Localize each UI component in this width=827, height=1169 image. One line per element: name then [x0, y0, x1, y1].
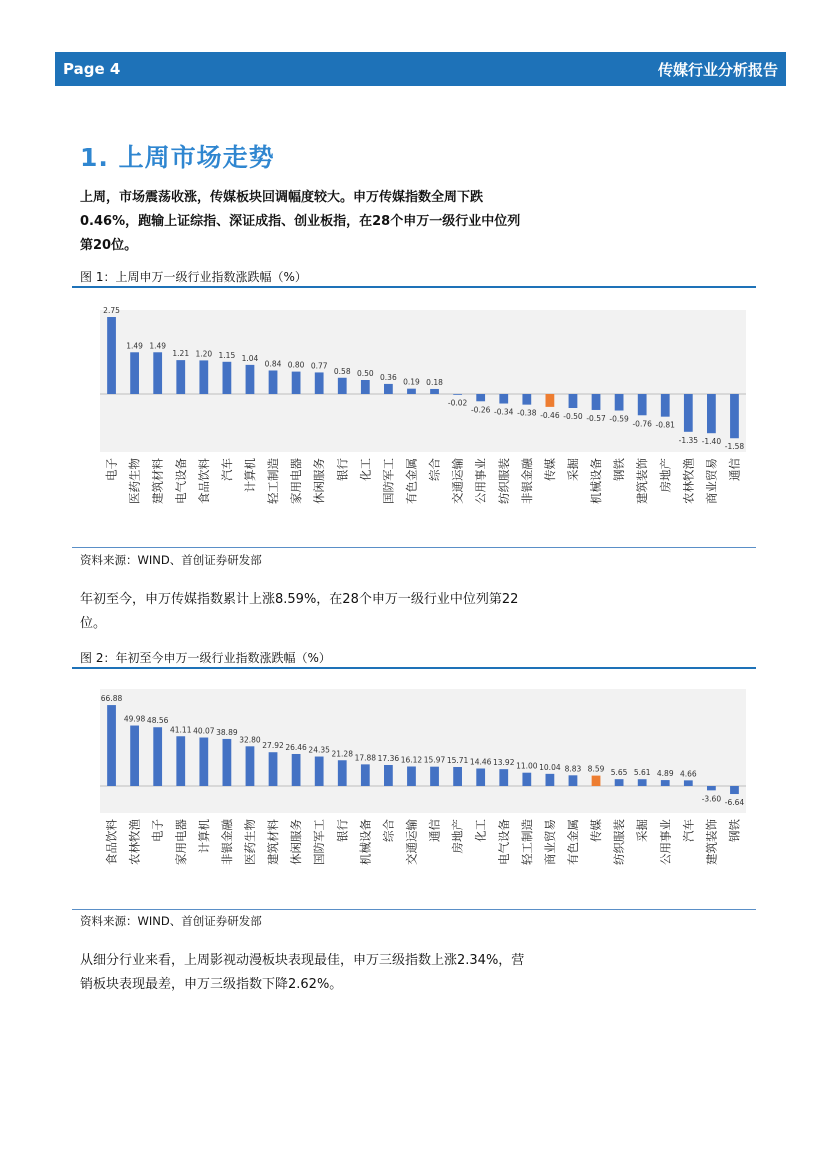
bar-房地产: [661, 394, 670, 417]
category-label-建筑装饰: 建筑装饰: [704, 819, 719, 865]
data-label-家用电器: 0.80: [287, 360, 305, 370]
data-label-公用事业: 4.89: [656, 769, 674, 779]
category-label-电气设备: 电气设备: [496, 819, 511, 865]
paragraph-weekly-summary: 上周，市场震荡收涨，传媒板块回调幅度较大。申万传媒指数全周下跌0.46%，跑输上证综指、深证成指、创业板指，在28个申万一级行业中位列第20位。: [80, 190, 521, 253]
data-label-房地产: 15.71: [446, 755, 469, 765]
bar-钢铁: [730, 786, 739, 794]
bar-公用事业: [476, 394, 485, 401]
category-label-电气设备: 电气设备: [173, 458, 188, 504]
data-label-电气设备: 13.92: [493, 758, 515, 768]
figure-2-top-rule: [72, 667, 756, 669]
data-label-医药生物: 32.80: [239, 735, 261, 745]
data-label-综合: 0.18: [426, 377, 443, 387]
header-bar: [55, 52, 786, 86]
data-label-建筑材料: 27.92: [262, 741, 284, 751]
category-label-家用电器: 家用电器: [289, 458, 304, 504]
data-label-轻工制造: 0.84: [264, 359, 282, 369]
bar-汽车: [223, 362, 232, 394]
bar-综合: [384, 765, 393, 786]
data-label-采掘: -0.50: [563, 412, 583, 421]
category-label-食品饮料: 食品饮料: [104, 819, 119, 865]
bar-公用事业: [661, 780, 670, 786]
category-label-房地产: 房地产: [658, 458, 673, 493]
category-label-休闲服务: 休闲服务: [289, 819, 304, 865]
category-label-建筑材料: 建筑材料: [266, 819, 281, 865]
data-label-商业贸易: 10.04: [539, 762, 561, 772]
bar-传媒: [592, 776, 601, 786]
bar-轻工制造: [269, 370, 278, 394]
data-label-医药生物: 1.49: [126, 341, 143, 351]
category-label-农林牧渔: 农林牧渔: [127, 819, 142, 865]
category-label-银行: 银行: [335, 819, 350, 842]
bar-电子: [107, 317, 116, 394]
category-label-国防军工: 国防军工: [381, 458, 396, 504]
category-label-房地产: 房地产: [450, 819, 465, 854]
bar-传媒: [546, 394, 555, 407]
bar-化工: [361, 380, 370, 394]
paragraph-ytd-summary: 年初至今，申万传媒指数累计上涨8.59%，在28个申万一级行业中位列第22位。: [80, 592, 519, 631]
figure-2-title: 图 2：年初至今申万一级行业指数涨跌幅（%）: [80, 651, 331, 665]
category-label-交通运输: 交通运输: [404, 819, 419, 865]
category-label-计算机: 计算机: [196, 819, 211, 854]
data-label-休闲服务: 0.77: [310, 361, 328, 371]
category-label-医药生物: 医药生物: [127, 458, 142, 504]
category-label-计算机: 计算机: [242, 458, 257, 493]
bar-国防军工: [384, 384, 393, 394]
figure-1-source: 资料来源：WIND、首创证券研发部: [80, 553, 262, 567]
section-title: 1. 上周市场走势: [80, 143, 275, 172]
bar-计算机: [246, 365, 255, 394]
data-label-商业贸易: -1.40: [701, 437, 722, 447]
bar-银行: [338, 760, 347, 786]
figure-1-title: 图 1：上周申万一级行业指数涨跌幅（%）: [80, 270, 307, 284]
data-label-电子: 2.75: [103, 306, 120, 315]
paragraph-subindustry-summary: 从细分行业来看，上周影视动漫板块表现最佳，申万三级指数上涨2.34%，营销板块表现最差，申万三级指数下降2.62%。: [80, 953, 525, 992]
bar-有色金属: [407, 389, 416, 394]
category-label-机械设备: 机械设备: [358, 819, 373, 865]
category-label-商业贸易: 商业贸易: [704, 458, 719, 504]
figure-1-chart: [72, 290, 756, 542]
category-label-传媒: 传媒: [589, 819, 604, 842]
data-label-非银金融: 38.89: [216, 727, 238, 737]
category-label-银行: 银行: [335, 458, 350, 481]
bar-建筑材料: [153, 352, 162, 394]
data-label-农林牧渔: 49.98: [123, 714, 146, 724]
category-label-轻工制造: 轻工制造: [266, 458, 281, 504]
bar-银行: [338, 378, 347, 394]
category-label-采掘: 采掘: [565, 458, 580, 481]
data-label-传媒: -0.46: [540, 410, 560, 420]
category-label-公用事业: 公用事业: [473, 458, 488, 504]
data-label-银行: 21.28: [331, 749, 353, 759]
bar-纺织服装: [499, 394, 508, 404]
bar-采掘: [638, 779, 647, 786]
figure-1-bottom-rule: [72, 547, 756, 548]
bar-休闲服务: [292, 754, 301, 786]
category-label-汽车: 汽车: [219, 458, 234, 481]
bar-综合: [430, 389, 439, 394]
data-label-休闲服务: 26.46: [285, 742, 307, 752]
data-label-公用事业: -0.26: [470, 405, 491, 415]
bar-计算机: [199, 738, 208, 786]
category-label-综合: 综合: [427, 458, 442, 481]
bar-电气设备: [176, 360, 185, 394]
data-label-化工: 0.50: [356, 369, 374, 378]
data-label-纺织服装: 5.65: [610, 768, 628, 778]
data-label-非银金融: -0.38: [517, 408, 537, 418]
data-label-轻工制造: 11.00: [516, 761, 538, 771]
data-label-食品饮料: 66.88: [100, 694, 123, 704]
category-label-建筑装饰: 建筑装饰: [635, 458, 650, 504]
data-label-有色金属: 0.19: [403, 377, 420, 387]
category-label-商业贸易: 商业贸易: [542, 819, 557, 865]
bar-商业贸易: [707, 394, 716, 433]
data-label-汽车: 4.66: [679, 769, 697, 779]
plot-area: [100, 689, 746, 813]
category-label-化工: 化工: [358, 458, 373, 481]
category-label-钢铁: 钢铁: [612, 458, 627, 481]
category-label-采掘: 采掘: [635, 819, 650, 842]
bar-家用电器: [176, 736, 185, 786]
category-label-通信: 通信: [727, 458, 742, 481]
category-label-休闲服务: 休闲服务: [312, 458, 327, 504]
data-label-机械设备: -0.57: [586, 413, 606, 423]
data-label-有色金属: 8.83: [564, 764, 582, 774]
bar-机械设备: [592, 394, 601, 410]
figure-1-top-rule: [72, 286, 756, 288]
bar-医药生物: [246, 746, 255, 786]
figure-2-bottom-rule: [72, 909, 756, 910]
data-label-钢铁: -6.64: [724, 798, 745, 808]
category-label-通信: 通信: [427, 819, 442, 842]
data-label-房地产: -0.81: [655, 420, 675, 430]
bar-化工: [476, 769, 485, 786]
category-label-钢铁: 钢铁: [727, 819, 742, 842]
data-label-交通运输: -0.02: [447, 398, 468, 408]
category-label-非银金融: 非银金融: [519, 458, 534, 504]
data-label-建筑材料: 1.49: [149, 341, 167, 351]
data-label-食品饮料: 1.20: [195, 349, 213, 359]
category-label-化工: 化工: [473, 819, 488, 842]
bar-非银金融: [223, 739, 232, 786]
bar-交通运输: [407, 766, 416, 786]
category-label-纺织服装: 纺织服装: [612, 819, 627, 865]
data-label-化工: 14.46: [469, 757, 492, 767]
data-label-电气设备: 1.21: [172, 349, 190, 359]
bar-休闲服务: [315, 372, 324, 394]
category-label-机械设备: 机械设备: [589, 458, 604, 504]
data-label-机械设备: 17.88: [354, 753, 377, 763]
data-label-纺织服装: -0.34: [494, 407, 514, 417]
data-label-通信: -1.58: [724, 442, 745, 452]
figure-2-source: 资料来源：WIND、首创证券研发部: [80, 914, 262, 928]
category-label-有色金属: 有色金属: [565, 819, 580, 865]
bar-采掘: [569, 394, 578, 408]
data-label-国防军工: 0.36: [380, 372, 397, 382]
bar-通信: [430, 767, 439, 786]
category-label-汽车: 汽车: [681, 819, 696, 842]
data-label-汽车: 1.15: [218, 350, 236, 360]
report-title: 传媒行业分析报告: [657, 60, 778, 79]
data-label-计算机: 40.07: [193, 726, 215, 736]
data-label-国防军工: 24.35: [308, 745, 330, 755]
bar-有色金属: [569, 775, 578, 786]
category-label-非银金融: 非银金融: [219, 819, 234, 865]
data-label-计算机: 1.04: [241, 353, 259, 363]
plot-area: [100, 310, 746, 452]
category-label-综合: 综合: [381, 819, 396, 842]
category-label-有色金属: 有色金属: [404, 458, 419, 504]
bar-纺织服装: [615, 779, 624, 786]
bar-通信: [730, 394, 739, 438]
data-label-农林牧渔: -1.35: [678, 435, 699, 445]
bar-交通运输: [453, 394, 462, 395]
bar-房地产: [453, 767, 462, 786]
data-label-建筑装饰: -0.76: [632, 419, 652, 429]
bar-建筑材料: [269, 752, 278, 786]
category-label-传媒: 传媒: [542, 458, 557, 481]
data-label-采掘: 5.61: [633, 768, 651, 778]
bar-汽车: [684, 780, 693, 786]
bar-电气设备: [499, 769, 508, 786]
bar-建筑装饰: [707, 786, 716, 790]
category-label-公用事业: 公用事业: [658, 819, 673, 865]
figure-2-chart: [72, 671, 756, 905]
bar-家用电器: [292, 372, 301, 394]
category-label-家用电器: 家用电器: [173, 819, 188, 865]
bar-建筑装饰: [638, 394, 647, 415]
page-number: Page 4: [63, 60, 121, 78]
data-label-电子: 48.56: [146, 716, 169, 726]
data-label-综合: 17.36: [377, 753, 400, 763]
bar-食品饮料: [107, 705, 116, 786]
bar-轻工制造: [522, 773, 531, 786]
data-label-钢铁: -0.59: [609, 414, 629, 424]
bar-农林牧渔: [684, 394, 693, 432]
bar-国防军工: [315, 757, 324, 786]
data-label-建筑装饰: -3.60: [701, 794, 722, 804]
bar-食品饮料: [199, 360, 208, 394]
data-label-传媒: 8.59: [587, 764, 605, 774]
data-label-通信: 15.97: [423, 755, 446, 765]
category-label-医药生物: 医药生物: [242, 819, 257, 865]
category-label-农林牧渔: 农林牧渔: [681, 458, 696, 504]
bar-农林牧渔: [130, 726, 139, 786]
category-label-国防军工: 国防军工: [312, 819, 327, 865]
category-label-电子: 电子: [150, 819, 165, 842]
category-label-电子: 电子: [104, 458, 119, 481]
data-label-家用电器: 41.11: [170, 725, 192, 735]
category-label-轻工制造: 轻工制造: [519, 819, 534, 865]
bar-非银金融: [522, 394, 531, 405]
category-label-建筑材料: 建筑材料: [150, 458, 165, 504]
bar-钢铁: [615, 394, 624, 411]
data-label-银行: 0.58: [333, 366, 351, 376]
data-label-交通运输: 16.12: [400, 755, 423, 765]
category-label-食品饮料: 食品饮料: [196, 458, 211, 504]
bar-医药生物: [130, 352, 139, 394]
category-label-交通运输: 交通运输: [450, 458, 465, 504]
bar-电子: [153, 727, 162, 786]
category-label-纺织服装: 纺织服装: [496, 458, 511, 504]
bar-商业贸易: [546, 774, 555, 786]
bar-机械设备: [361, 764, 370, 786]
